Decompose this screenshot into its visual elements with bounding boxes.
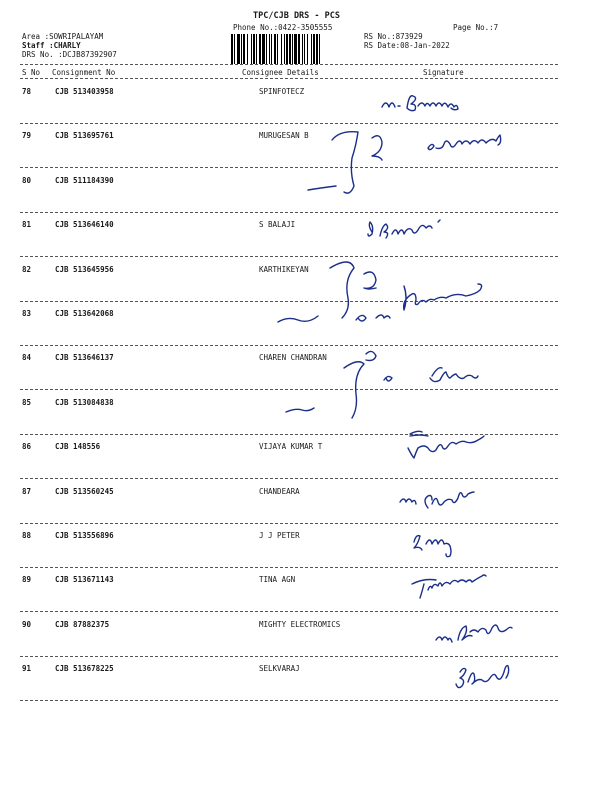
row-consignment-number: CJB 513642068 [55,309,114,318]
row-serial-number: 84 [22,353,32,362]
column-header-consignee: Consignee Details [242,68,319,77]
rs-date: RS Date:08-Jan-2022 [364,41,450,50]
row-serial-number: 81 [22,220,32,229]
row-serial-number: 78 [22,87,32,96]
row-consignment-number: CJB 513645956 [55,265,114,274]
row-consignee-name: MIGHTY ELECTROMICS [259,620,341,629]
signature-84-text [430,368,478,382]
row-consignment-number: CJB 513646140 [55,220,114,229]
row-serial-number: 90 [22,620,32,629]
row-consignment-number: CJB 87882375 [55,620,110,629]
signature-82-text [404,284,482,310]
row-consignment-number: CJB 511184390 [55,176,114,185]
rs-number: RS No.:873929 [364,32,423,41]
column-header-consignment: Consignment No [52,68,116,77]
row-consignee-name: SPINFOTECZ [259,87,305,96]
signature-82-83 [278,262,390,322]
row-consignee-name: J J PETER [259,531,300,540]
row-consignment-number: CJB 513556896 [55,531,114,540]
signature-88 [414,536,451,557]
row-serial-number: 88 [22,531,32,540]
row-consignment-number: CJB 513695761 [55,131,114,140]
row-consignee-name: S BALAJI [259,220,296,229]
signature-81 [368,220,440,238]
signature-79-80 [308,132,382,193]
row-serial-number: 79 [22,131,32,140]
row-consignment-number: CJB 513678225 [55,664,114,673]
row-consignment-number: CJB 513646137 [55,353,114,362]
row-serial-number: 86 [22,442,32,451]
staff-label: Staff :CHARLY [22,41,81,50]
column-header-sno: S No [22,68,41,77]
signature-89 [412,575,486,598]
row-consignee-name: SELKVARAJ [259,664,300,673]
row-serial-number: 82 [22,265,32,274]
row-consignment-number: CJB 513403958 [55,87,114,96]
signature-87 [400,492,474,508]
phone-number: Phone No.:0422-3505555 [233,23,333,32]
row-serial-number: 87 [22,487,32,496]
row-serial-number: 91 [22,664,32,673]
signature-79-text [428,135,501,150]
signature-86 [408,431,484,458]
row-serial-number: 80 [22,176,32,185]
row-consignee-name: KARTHIKEYAN [259,265,309,274]
row-consignee-name: CHANDEARA [259,487,300,496]
row-consignee-name: CHAREN CHANDRAN [259,353,327,362]
signature-91 [456,666,509,688]
signature-84-85 [286,351,392,418]
signature-78 [382,96,458,111]
area-label: Area :SOWRIPALAYAM [22,32,104,41]
row-consignment-number: CJB 513084838 [55,398,114,407]
signature-90 [436,625,512,642]
row-consignment-number: CJB 513560245 [55,487,114,496]
row-consignment-number: CJB 148556 [55,442,101,451]
row-serial-number: 83 [22,309,32,318]
document-title: TPC/CJB DRS - PCS [253,11,340,21]
drs-number: DRS No. :DCJB87392907 [22,50,117,59]
row-serial-number: 85 [22,398,32,407]
row-consignment-number: CJB 513671143 [55,575,114,584]
row-serial-number: 89 [22,575,32,584]
column-header-signature: Signature [423,68,464,77]
page-number: Page No.:7 [453,23,499,32]
row-consignee-name: VIJAYA KUMAR T [259,442,323,451]
row-consignee-name: TINA AGN [259,575,296,584]
row-consignee-name: MURUGESAN B [259,131,309,140]
